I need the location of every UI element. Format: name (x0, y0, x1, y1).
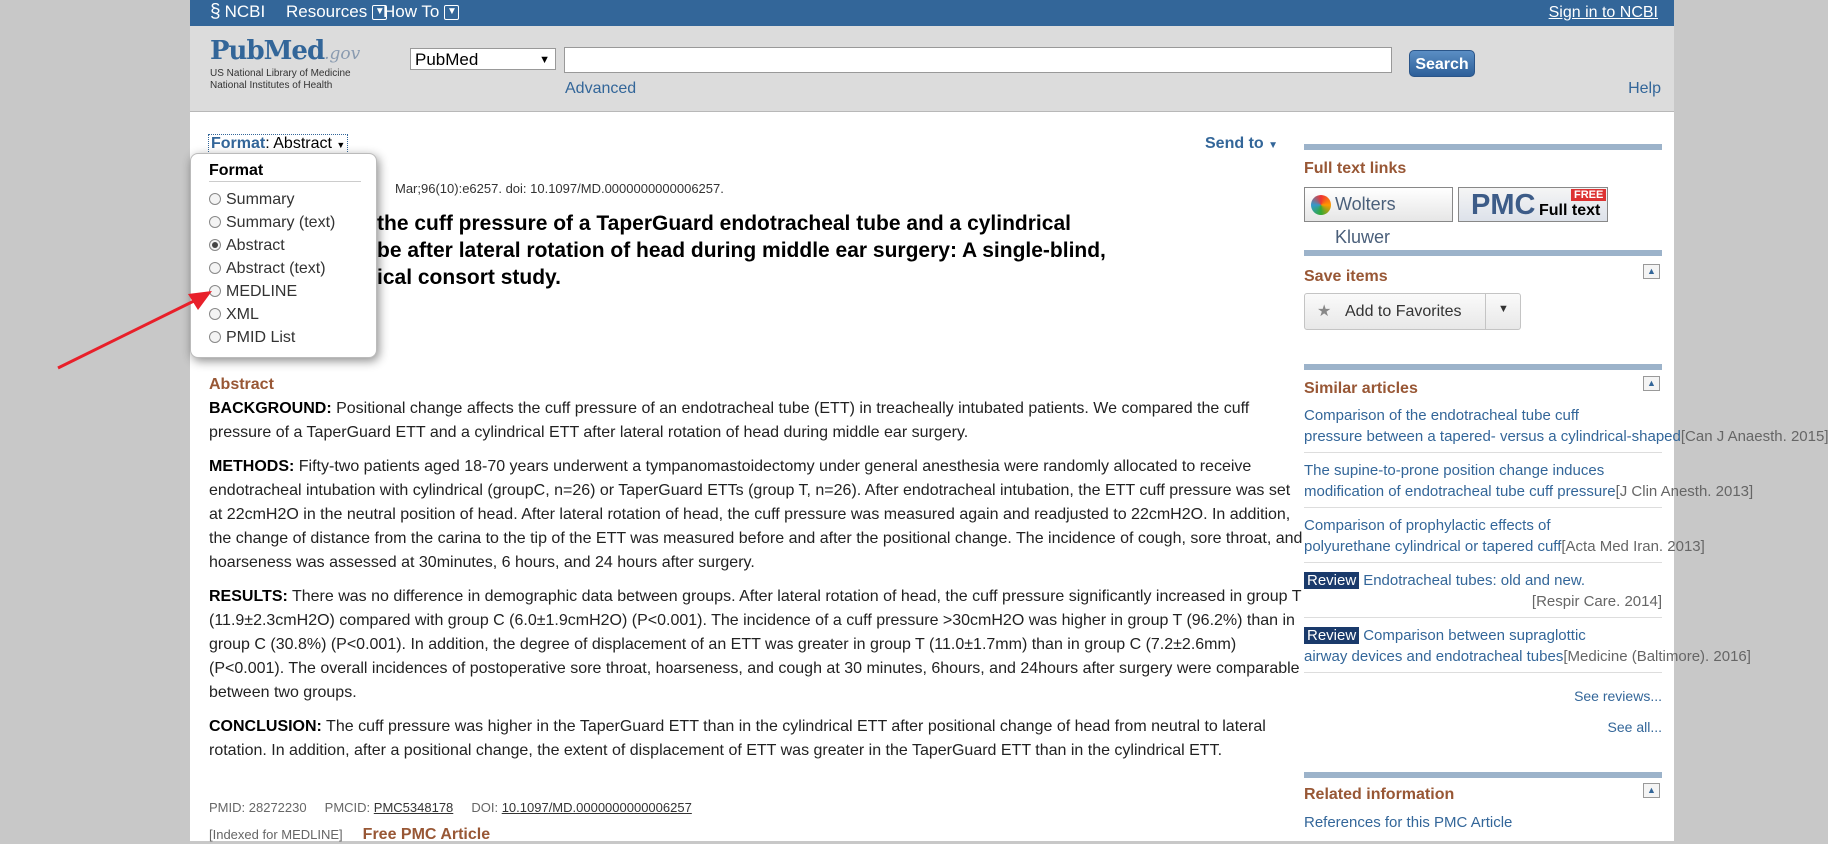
collapse-similar-icon[interactable]: ▲ (1643, 376, 1660, 391)
similar-article-item[interactable]: Comparison of the endotracheal tube cuff pressure between a tapered- versus a cylindrical-shaped [Can J Anaesth. 2015] (1304, 405, 1662, 453)
format-option-summary-text[interactable]: Summary (text) (209, 214, 335, 232)
search-header (190, 26, 1674, 112)
star-icon: ★ (1317, 303, 1332, 320)
ncbi-top-bar (190, 0, 1674, 26)
format-option-xml[interactable]: XML (209, 306, 259, 324)
database-select[interactable]: PubMed ▼ (410, 48, 556, 70)
doi-link[interactable]: 10.1097/MD.0000000000006257 (501, 800, 692, 815)
format-option-summary[interactable]: Summary (209, 191, 294, 209)
format-dropdown-heading: Format (209, 162, 361, 182)
chevron-down-icon: ▼ (444, 5, 459, 20)
see-all-link[interactable]: See all... (1607, 719, 1662, 735)
abstract-heading: Abstract (209, 376, 274, 393)
abstract-methods: METHODS: Fifty-two patients aged 18-70 years underwent a tympanomastoidectomy under general anesthesia were randomly allocated to receive endotracheal intubation with cylindrical (groupC, n=26) or TaperGuard ETTs (group T, n=26). After endotracheal intubation, the ETT cuff pressure was set at 22cmH2O in the neutral position of head. After lateral rotation of head, the cuff pressure was measured again and readjusted to 22cmH2O. In addition, the change of distance from the carina to the tip of the ETT was measured before and after the positional change. The incidence of cough, sore throat, and hoarseness was assessed at 30minutes, 6 hours, and 24 hours after surgery. (209, 458, 1303, 571)
abstract-background: BACKGROUND: Positional change affects the cuff pressure of an endotracheal tube (ETT) in treacheally intubated patients. We compared the cuff pressure of a TaperGuard ETT and a cylindrical ETT after lateral rotation of head during middle ear surgery. (209, 400, 1250, 441)
radio-icon[interactable] (209, 308, 221, 320)
sidebar-divider (1304, 144, 1662, 150)
caret-down-icon: ▼ (1268, 140, 1279, 151)
caret-down-icon: ▼ (336, 140, 346, 150)
similar-article-item[interactable]: Comparison of prophylactic effects of polyurethane cylindrical or tapered cuff [Acta Med Iran. 2013] (1304, 515, 1662, 563)
radio-icon[interactable] (209, 193, 221, 205)
related-info-link[interactable]: References for this PMC Article (1304, 814, 1513, 831)
pmcid-link[interactable]: PMC5348178 (373, 800, 454, 815)
radio-icon[interactable] (209, 285, 221, 297)
dna-icon: § (210, 1, 221, 22)
citation: Mar;96(10):e6257. doi: 10.1097/MD.0000000000006257. (395, 181, 724, 196)
see-reviews-link[interactable]: See reviews... (1574, 688, 1662, 704)
wolters-kluwer-link[interactable]: Wolters Kluwer (1304, 187, 1453, 222)
radio-icon[interactable] (209, 331, 221, 343)
pmid-value: 28272230 (248, 800, 307, 815)
abstract-conclusion: CONCLUSION: The cuff pressure was higher in the TaperGuard ETT than in the cylindrical ETT after positional change of head from neutral to lateral rotation. In addition, after a positional change, the extent of displacement of ETT was greater in the TaperGuard ETT than in the cylindrical ETT. (209, 718, 1266, 759)
add-to-favorites-button[interactable]: ★ Add to Favorites ▼ (1304, 293, 1521, 330)
wolters-kluwer-logo-icon (1311, 195, 1331, 215)
format-dropdown (190, 153, 377, 358)
collapse-related-icon[interactable]: ▲ (1643, 783, 1660, 798)
annotation-arrow-line (58, 298, 200, 368)
search-button[interactable]: Search (1409, 50, 1475, 77)
similar-article-item[interactable]: The supine-to-prone position change induces modification of endotracheal tube cuff pressure [J Clin Anesth. 2013] (1304, 460, 1662, 508)
similar-articles-heading: Similar articles (1304, 380, 1418, 397)
format-option-pmid-list[interactable]: PMID List (209, 329, 295, 347)
search-input[interactable] (564, 47, 1392, 73)
format-toggle[interactable]: Format: Abstract ▼ (208, 134, 348, 154)
pubmed-logo[interactable]: PubMed.gov US National Library of Medicine National Institutes of Health (210, 36, 361, 91)
chevron-down-icon: ▼ (372, 5, 387, 20)
related-information-heading: Related information (1304, 786, 1455, 803)
index-status: [Indexed for MEDLINE] Free PMC Article (209, 826, 491, 843)
radio-icon[interactable] (209, 216, 221, 228)
review-badge: Review (1304, 572, 1359, 589)
send-to-menu[interactable]: Send to ▼ (1205, 135, 1279, 152)
resources-menu[interactable]: Resources ▼ (286, 2, 387, 22)
article-identifiers: PMID: 28272230 PMCID: PMC5348178 DOI: 10.1097/MD.0000000000006257 (209, 800, 692, 815)
ncbi-logo-link[interactable]: § NCBI (210, 1, 266, 22)
sidebar-divider (1304, 364, 1662, 370)
format-option-medline[interactable]: MEDLINE (209, 283, 297, 301)
page (190, 0, 1828, 843)
abstract-results: RESULTS: There was no difference in demographic data between groups. After lateral rotation of head, the cuff pressure significantly increased in group T (11.9±2.3cmH2O) compared with group C (6.0±1.9cmH2O) (P<0.001). The incidence of a cuff pressure >30cmH2O was higher in group T (96.2%) than in group C (30.8%) (P<0.001). In addition, the degree of displacement of an ETT was greater in group T (11.0±1.7mm) than in group C (7.2±2.6mm) (P<0.001). The overall incidences of postoperative sore throat, hoarseness, and cough at 30 minutes, 6hours, and 24hours after surgery were comparable between two groups. (209, 588, 1302, 701)
abstract (209, 373, 1307, 773)
article-title: the cuff pressure of a TaperGuard endotracheal tube and a cylindrical be after lateral rotation of head during middle ear surgery: A single-blind, ical consort study. (377, 212, 1106, 289)
review-badge: Review (1304, 627, 1359, 644)
sidebar-divider (1304, 772, 1662, 778)
pmc-full-text-link[interactable]: PMC FREE Full text (1458, 187, 1608, 222)
sign-in-link[interactable]: Sign in to NCBI (1548, 4, 1658, 21)
caret-down-icon[interactable]: ▼ (1498, 303, 1509, 315)
free-pmc-article-link[interactable]: Free PMC Article (362, 826, 491, 843)
similar-article-item[interactable]: Review Endotracheal tubes: old and new. [Respir Care. 2014] (1304, 570, 1662, 618)
howto-menu[interactable]: How To ▼ (383, 2, 459, 22)
button-divider (1485, 294, 1486, 329)
full-text-links-heading: Full text links (1304, 160, 1407, 177)
format-option-abstract[interactable]: Abstract (209, 237, 285, 255)
format-option-abstract-text[interactable]: Abstract (text) (209, 260, 326, 278)
radio-selected-icon[interactable] (209, 239, 221, 251)
radio-icon[interactable] (209, 262, 221, 274)
help-link[interactable]: Help (1628, 80, 1661, 97)
advanced-search-link[interactable]: Advanced (565, 80, 637, 97)
logo-subtitle-2: National Institutes of Health (210, 80, 333, 91)
collapse-save-icon[interactable]: ▲ (1643, 264, 1660, 279)
dropdown-arrow-icon: ▼ (539, 54, 550, 66)
sidebar-divider (1304, 250, 1662, 256)
similar-article-item[interactable]: Review Comparison between supraglottic airway devices and endotracheal tubes [Medicine (Baltimore). 2016] (1304, 625, 1662, 673)
save-items-heading: Save items (1304, 268, 1388, 285)
logo-subtitle-1: US National Library of Medicine (210, 68, 351, 79)
